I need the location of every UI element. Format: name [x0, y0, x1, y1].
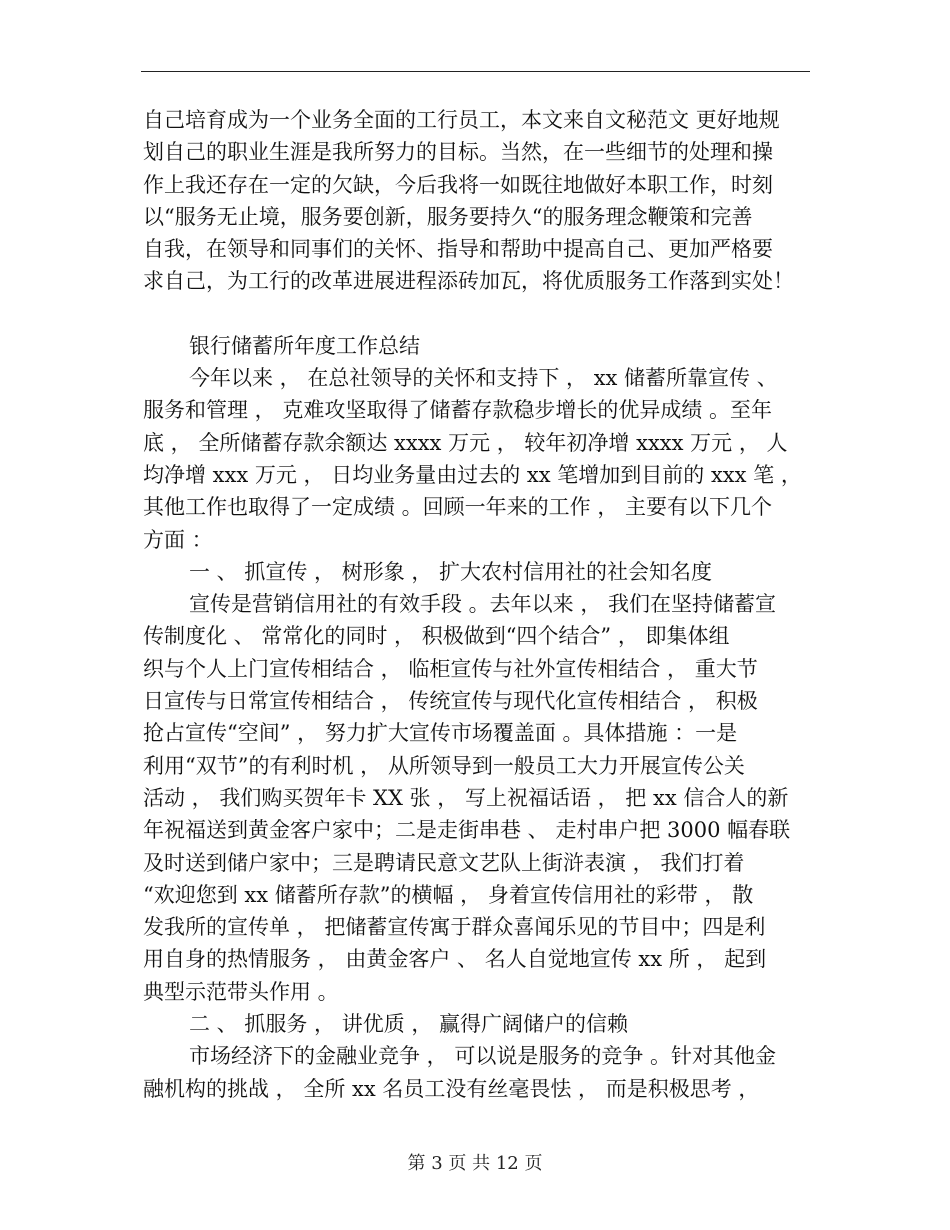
text-line: 以“服务无止境，服务要创新，服务要持久“的服务理念鞭策和完善: [143, 204, 753, 229]
section-heading-1: 一 、 抓宣传 ， 树形象 ， 扩大农村信用社的社会知名度: [189, 559, 713, 584]
page-indicator: 第 3 页 共 12 页: [407, 1153, 543, 1174]
text-line: 市场经济下的金融业竞争 ， 可以说是服务的竞争 。针对其他金: [189, 1044, 777, 1069]
text-line: 利用“双节”的有利时机 ， 从所领导到一般员工大力开展宣传公关: [143, 753, 745, 778]
paragraph-4: [143, 1040, 809, 1105]
text-line: 融机构的挑战 ， 全所 xx 名员工没有丝毫畏怯 ， 而是积极思考 ，: [143, 1076, 760, 1101]
text-line: 自我，在领导和同事们的关怀、指导和帮助中提高自己、更加严格要: [143, 237, 773, 262]
text-line: 抢占宣传“空间” ， 努力扩大宣传市场覆盖面 。具体措施 ：一是: [143, 721, 738, 746]
text-line: 方面 ：: [143, 527, 213, 552]
section-heading-2: 二 、 抓服务 ， 讲优质 ， 赢得广阔储户的信赖: [189, 1012, 629, 1037]
text-line: 今年以来 ， 在总社领导的关怀和支持下 ， xx 储蓄所靠宣传 、: [189, 366, 778, 391]
text-line: “欢迎您到 xx 储蓄所存款”的横幅 ， 身着宣传信用社的彩带 ， 散: [143, 882, 754, 907]
paragraph-3: [143, 588, 809, 1008]
text-line: 均净增 xxx 万元 ， 日均业务量由过去的 xx 笔增加到目前的 xxx 笔 ，: [143, 462, 802, 487]
text-line: 求自己，为工行的改革进展进程添砖加瓦，将优质服务工作落到实处！: [143, 269, 794, 294]
text-line: 服务和管理 ， 克难攻坚取得了储蓄存款稳步增长的优异成绩 。至年: [143, 398, 773, 423]
text-line: 日宣传与日常宣传相结合 ， 传统宣传与现代化宣传相结合 ， 积极: [143, 689, 758, 714]
text-line: 活动 ， 我们购买贺年卡 XX 张 ， 写上祝福话语 ， 把 xx 信合人的新: [143, 785, 789, 810]
paragraph-2: [143, 362, 809, 556]
text-line: 发我所的宣传单 ， 把储蓄宣传寓于群众喜闻乐见的节目中；四是利: [143, 915, 766, 940]
text-line: 年祝福送到黄金客户家中；二是走街串巷 、 走村串户把 3000 幅春联: [143, 818, 791, 843]
text-line: 传制度化 、 常常化的同时 ， 积极做到“四个结合” ， 即集体组: [143, 624, 730, 649]
document-title: 银行储蓄所年度工作总结: [189, 333, 420, 358]
text-line: 其他工作也取得了一定成绩 。回顾一年来的工作 ， 主要有以下几个: [143, 495, 773, 520]
header-rule: [141, 71, 810, 72]
text-line: 划自己的职业生涯是我所努力的目标。当然，在一些细节的处理和操: [143, 140, 773, 165]
text-line: 及时送到储户家中；三是聘请民意文艺队上街浒表演 ， 我们打着: [143, 850, 745, 875]
text-line: 宣传是营销信用社的有效手段 。去年以来 ， 我们在坚持储蓄宣: [189, 592, 777, 617]
text-line: 典型示范带头作用 。: [143, 979, 339, 1004]
text-line: 作上我还存在一定的欠缺，今后我将一如既往地做好本职工作，时刻: [143, 172, 773, 197]
document-body: [143, 104, 809, 1105]
text-line: 自己培育成为一个业务全面的工行员工，本文来自文秘范文 更好地规: [143, 108, 780, 132]
text-line: 用自身的热情服务 ， 由黄金客户 、 名人自觉地宣传 xx 所 ， 起到: [143, 947, 767, 972]
paragraph-1: [143, 104, 809, 298]
text-line: 织与个人上门宣传相结合 ， 临柜宣传与社外宣传相结合 ， 重大节: [143, 656, 758, 681]
text-line: 底 ， 全所储蓄存款余额达 xxxx 万元 ， 较年初净增 xxxx 万元 ， 人: [143, 430, 788, 455]
